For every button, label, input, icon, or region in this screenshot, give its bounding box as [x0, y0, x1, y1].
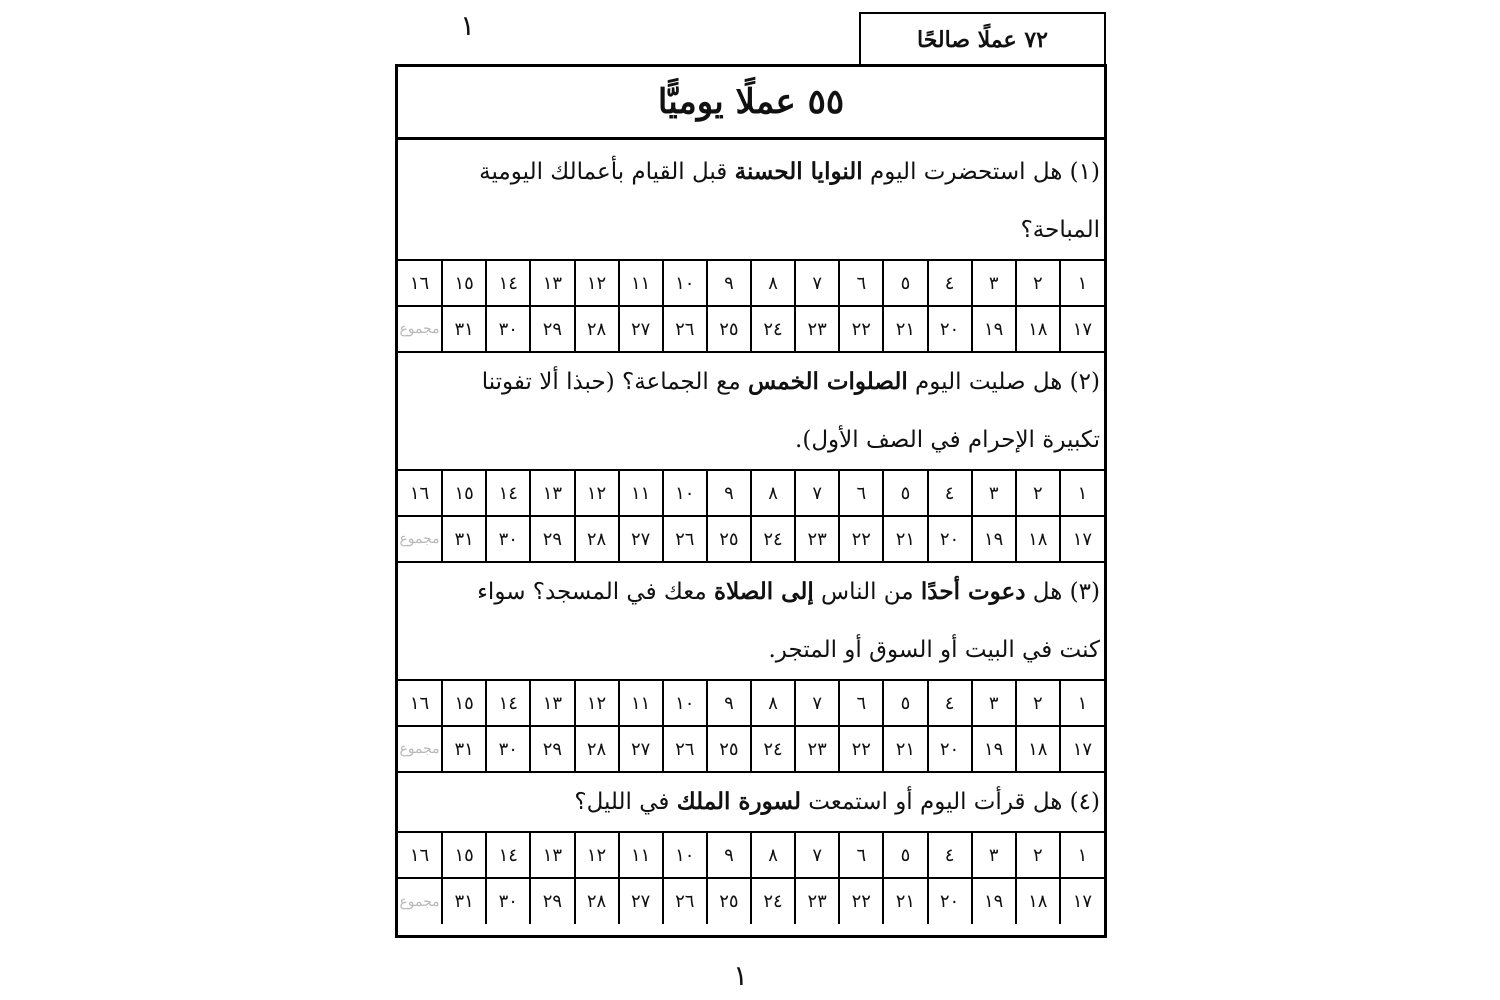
day-cell[interactable]: ١٠	[663, 260, 707, 306]
day-cell[interactable]: ٧	[795, 470, 839, 516]
day-cell[interactable]: ١٦	[398, 260, 442, 306]
question-emphasis: الصلوات الخمس	[747, 368, 908, 395]
day-cell[interactable]: ١١	[619, 260, 663, 306]
day-cell[interactable]: ١٣	[530, 680, 574, 726]
day-cell[interactable]: ١١	[619, 680, 663, 726]
day-cell[interactable]: ١٦	[398, 680, 442, 726]
day-cell[interactable]: ٣١	[442, 726, 486, 772]
day-cell[interactable]: ١٨	[1016, 516, 1060, 562]
day-cell[interactable]: ١٥	[442, 832, 486, 878]
question-line	[402, 143, 1100, 201]
day-cell[interactable]: ١٦	[398, 470, 442, 516]
day-cell[interactable]: ٢٣	[795, 878, 839, 924]
question-line	[402, 773, 1100, 831]
day-cell[interactable]: ٨	[751, 832, 795, 878]
question-4	[398, 773, 1104, 831]
day-cell[interactable]: ٢٢	[839, 726, 883, 772]
day-cell[interactable]: ٩	[707, 680, 751, 726]
day-cell[interactable]: ٢٠	[928, 726, 972, 772]
day-cell[interactable]: ٣٠	[486, 878, 530, 924]
day-cell[interactable]: ١٠	[663, 680, 707, 726]
tracker-row	[398, 878, 1104, 924]
day-cell[interactable]: ٢٥	[707, 726, 751, 772]
day-cell[interactable]: ٢٦	[663, 878, 707, 924]
day-cell[interactable]: ٥	[883, 832, 927, 878]
question-1	[398, 143, 1104, 259]
day-cell[interactable]: ٢٨	[575, 878, 619, 924]
day-cell[interactable]: ١٤	[486, 470, 530, 516]
total-cell[interactable]: مجموع	[398, 516, 442, 562]
day-cell[interactable]: ٢	[1016, 680, 1060, 726]
day-cell[interactable]: ١	[1060, 470, 1104, 516]
day-tracker-grid	[398, 679, 1104, 773]
day-cell[interactable]: ٦	[839, 260, 883, 306]
day-cell[interactable]: ٢٧	[619, 516, 663, 562]
day-cell[interactable]: ١٢	[575, 470, 619, 516]
day-cell[interactable]: ١٩	[972, 306, 1016, 352]
day-cell[interactable]: ٥	[883, 680, 927, 726]
day-cell[interactable]: ١٧	[1060, 516, 1104, 562]
tracker-row	[398, 260, 1104, 306]
total-cell[interactable]: مجموع	[398, 726, 442, 772]
day-cell[interactable]: ١١	[619, 832, 663, 878]
question-2	[398, 353, 1104, 469]
day-cell[interactable]: ٣	[972, 832, 1016, 878]
day-cell[interactable]: ١٤	[486, 680, 530, 726]
worksheet	[395, 64, 1107, 938]
day-tracker-grid	[398, 259, 1104, 353]
day-cell[interactable]: ٩	[707, 470, 751, 516]
day-cell[interactable]: ٤	[928, 470, 972, 516]
question-text: من الناس	[813, 579, 921, 605]
day-cell[interactable]: ٣١	[442, 306, 486, 352]
tracker-row	[398, 726, 1104, 772]
day-cell[interactable]: ٢٣	[795, 726, 839, 772]
day-cell[interactable]: ١٣	[530, 470, 574, 516]
question-text: قبل القيام بأعمالك اليومية	[479, 159, 735, 185]
day-cell[interactable]: ٢٠	[928, 516, 972, 562]
day-cell[interactable]: ١٩	[972, 726, 1016, 772]
day-cell[interactable]: ٣	[972, 680, 1016, 726]
day-cell[interactable]: ١٩	[972, 878, 1016, 924]
day-cell[interactable]: ٩	[707, 832, 751, 878]
question-text: في الليل؟	[574, 789, 677, 815]
day-cell[interactable]: ٢٩	[530, 878, 574, 924]
tracker-row	[398, 306, 1104, 352]
day-cell[interactable]: ٢٠	[928, 306, 972, 352]
day-cell[interactable]: ٨	[751, 680, 795, 726]
day-cell[interactable]: ٢٦	[663, 516, 707, 562]
day-cell[interactable]: ١٧	[1060, 306, 1104, 352]
day-cell[interactable]: ١٣	[530, 832, 574, 878]
day-cell[interactable]: ١١	[619, 470, 663, 516]
day-cell[interactable]: ١٣	[530, 260, 574, 306]
tracker-row	[398, 832, 1104, 878]
day-cell[interactable]: ٢٨	[575, 726, 619, 772]
day-cell[interactable]: ٢٥	[707, 306, 751, 352]
day-cell[interactable]: ٢٨	[575, 306, 619, 352]
day-cell[interactable]: ٧	[795, 680, 839, 726]
day-cell[interactable]: ٢٢	[839, 878, 883, 924]
day-cell[interactable]: ٦	[839, 680, 883, 726]
day-cell[interactable]: ٢٠	[928, 878, 972, 924]
day-cell[interactable]: ١٤	[486, 260, 530, 306]
question-text: (١) هل استحضرت اليوم	[862, 159, 1100, 185]
question-text: معك في المسجد؟ سواء	[477, 579, 715, 605]
day-cell[interactable]: ١٠	[663, 832, 707, 878]
day-cell[interactable]: ٢	[1016, 470, 1060, 516]
question-text: (٣) هل	[1025, 579, 1100, 605]
question-text: تكبيرة الإحرام في الصف الأول).	[795, 427, 1100, 453]
day-cell[interactable]: ٣٠	[486, 516, 530, 562]
question-3	[398, 563, 1104, 679]
day-cell[interactable]: ٢٩	[530, 726, 574, 772]
day-cell[interactable]: ٣١	[442, 516, 486, 562]
day-cell[interactable]: ٢٢	[839, 516, 883, 562]
day-cell[interactable]: ٥	[883, 260, 927, 306]
day-cell[interactable]: ١٥	[442, 470, 486, 516]
day-cell[interactable]: ٤	[928, 260, 972, 306]
tracker-row	[398, 680, 1104, 726]
day-cell[interactable]: ٢	[1016, 260, 1060, 306]
question-text: مع الجماعة؟ (حبذا ألا تفوتنا	[481, 369, 748, 395]
day-cell[interactable]: ٢٧	[619, 306, 663, 352]
question-emphasis: النوايا الحسنة	[734, 158, 863, 185]
question-emphasis: إلى الصلاة	[714, 578, 814, 605]
day-cell[interactable]: ٢٦	[663, 726, 707, 772]
question-emphasis: دعوت أحدًا	[920, 578, 1026, 605]
corner-page-number: ١	[460, 9, 476, 42]
day-cell[interactable]: ١٩	[972, 516, 1016, 562]
day-cell[interactable]: ١٢	[575, 832, 619, 878]
day-cell[interactable]: ١٨	[1016, 306, 1060, 352]
day-cell[interactable]: ٢٤	[751, 306, 795, 352]
question-line	[402, 621, 1100, 679]
day-cell[interactable]: ١٧	[1060, 878, 1104, 924]
question-line	[402, 353, 1100, 411]
day-cell[interactable]: ٢٣	[795, 516, 839, 562]
day-cell[interactable]: ٤	[928, 832, 972, 878]
question-line	[402, 563, 1100, 621]
day-cell[interactable]: ١٢	[575, 680, 619, 726]
day-cell[interactable]: ١٨	[1016, 878, 1060, 924]
day-cell[interactable]: ١٠	[663, 470, 707, 516]
question-text: (٢) هل صليت اليوم	[907, 369, 1100, 395]
day-cell[interactable]: ٥	[883, 470, 927, 516]
question-text: كنت في البيت أو السوق أو المتجر.	[768, 637, 1100, 663]
total-cell[interactable]: مجموع	[398, 306, 442, 352]
day-cell[interactable]: ٢٧	[619, 726, 663, 772]
day-cell[interactable]: ٦	[839, 832, 883, 878]
day-cell[interactable]: ٢٥	[707, 516, 751, 562]
day-cell[interactable]: ٢٢	[839, 306, 883, 352]
page-number: ١	[733, 959, 749, 992]
question-emphasis: لسورة الملك	[676, 788, 801, 815]
day-cell[interactable]: ١٦	[398, 832, 442, 878]
tracker-row	[398, 470, 1104, 516]
day-cell[interactable]: ٢١	[883, 726, 927, 772]
day-cell[interactable]: ٤	[928, 680, 972, 726]
worksheet-title: ٥٥ عملًا يوميًّا	[398, 67, 1104, 140]
day-cell[interactable]: ٢١	[883, 306, 927, 352]
day-cell[interactable]: ١	[1060, 680, 1104, 726]
day-cell[interactable]: ٣	[972, 470, 1016, 516]
day-cell[interactable]: ٢	[1016, 832, 1060, 878]
day-cell[interactable]: ٢٤	[751, 878, 795, 924]
day-cell[interactable]: ٢٥	[707, 878, 751, 924]
day-cell[interactable]: ٢٦	[663, 306, 707, 352]
day-cell[interactable]: ٢١	[883, 878, 927, 924]
day-cell[interactable]: ٢٤	[751, 516, 795, 562]
day-cell[interactable]: ٧	[795, 260, 839, 306]
day-cell[interactable]: ٣١	[442, 878, 486, 924]
day-cell[interactable]: ١٤	[486, 832, 530, 878]
day-cell[interactable]: ٢٩	[530, 516, 574, 562]
total-cell[interactable]: مجموع	[398, 878, 442, 924]
day-cell[interactable]: ١٥	[442, 680, 486, 726]
day-cell[interactable]: ١٧	[1060, 726, 1104, 772]
collection-label: ٧٢ عملًا صالحًا	[859, 12, 1106, 65]
day-cell[interactable]: ٦	[839, 470, 883, 516]
day-cell[interactable]: ١٨	[1016, 726, 1060, 772]
day-cell[interactable]: ٨	[751, 260, 795, 306]
day-cell[interactable]: ٢٨	[575, 516, 619, 562]
day-cell[interactable]: ٣	[972, 260, 1016, 306]
day-cell[interactable]: ١	[1060, 832, 1104, 878]
day-tracker-grid	[398, 831, 1104, 924]
day-cell[interactable]: ٢٤	[751, 726, 795, 772]
day-cell[interactable]: ٨	[751, 470, 795, 516]
day-cell[interactable]: ٣٠	[486, 726, 530, 772]
day-cell[interactable]: ١	[1060, 260, 1104, 306]
question-line	[402, 201, 1100, 259]
day-cell[interactable]: ٣٠	[486, 306, 530, 352]
day-cell[interactable]: ١٥	[442, 260, 486, 306]
day-cell[interactable]: ٢١	[883, 516, 927, 562]
question-line	[402, 411, 1100, 469]
day-cell[interactable]: ٢٧	[619, 878, 663, 924]
day-cell[interactable]: ٢٩	[530, 306, 574, 352]
day-cell[interactable]: ٧	[795, 832, 839, 878]
day-cell[interactable]: ١٢	[575, 260, 619, 306]
tracker-row	[398, 516, 1104, 562]
day-cell[interactable]: ٩	[707, 260, 751, 306]
day-cell[interactable]: ٢٣	[795, 306, 839, 352]
day-tracker-grid	[398, 469, 1104, 563]
question-text: (٤) هل قرأت اليوم أو استمعت	[801, 789, 1100, 815]
question-text: المباحة؟	[1020, 217, 1100, 243]
